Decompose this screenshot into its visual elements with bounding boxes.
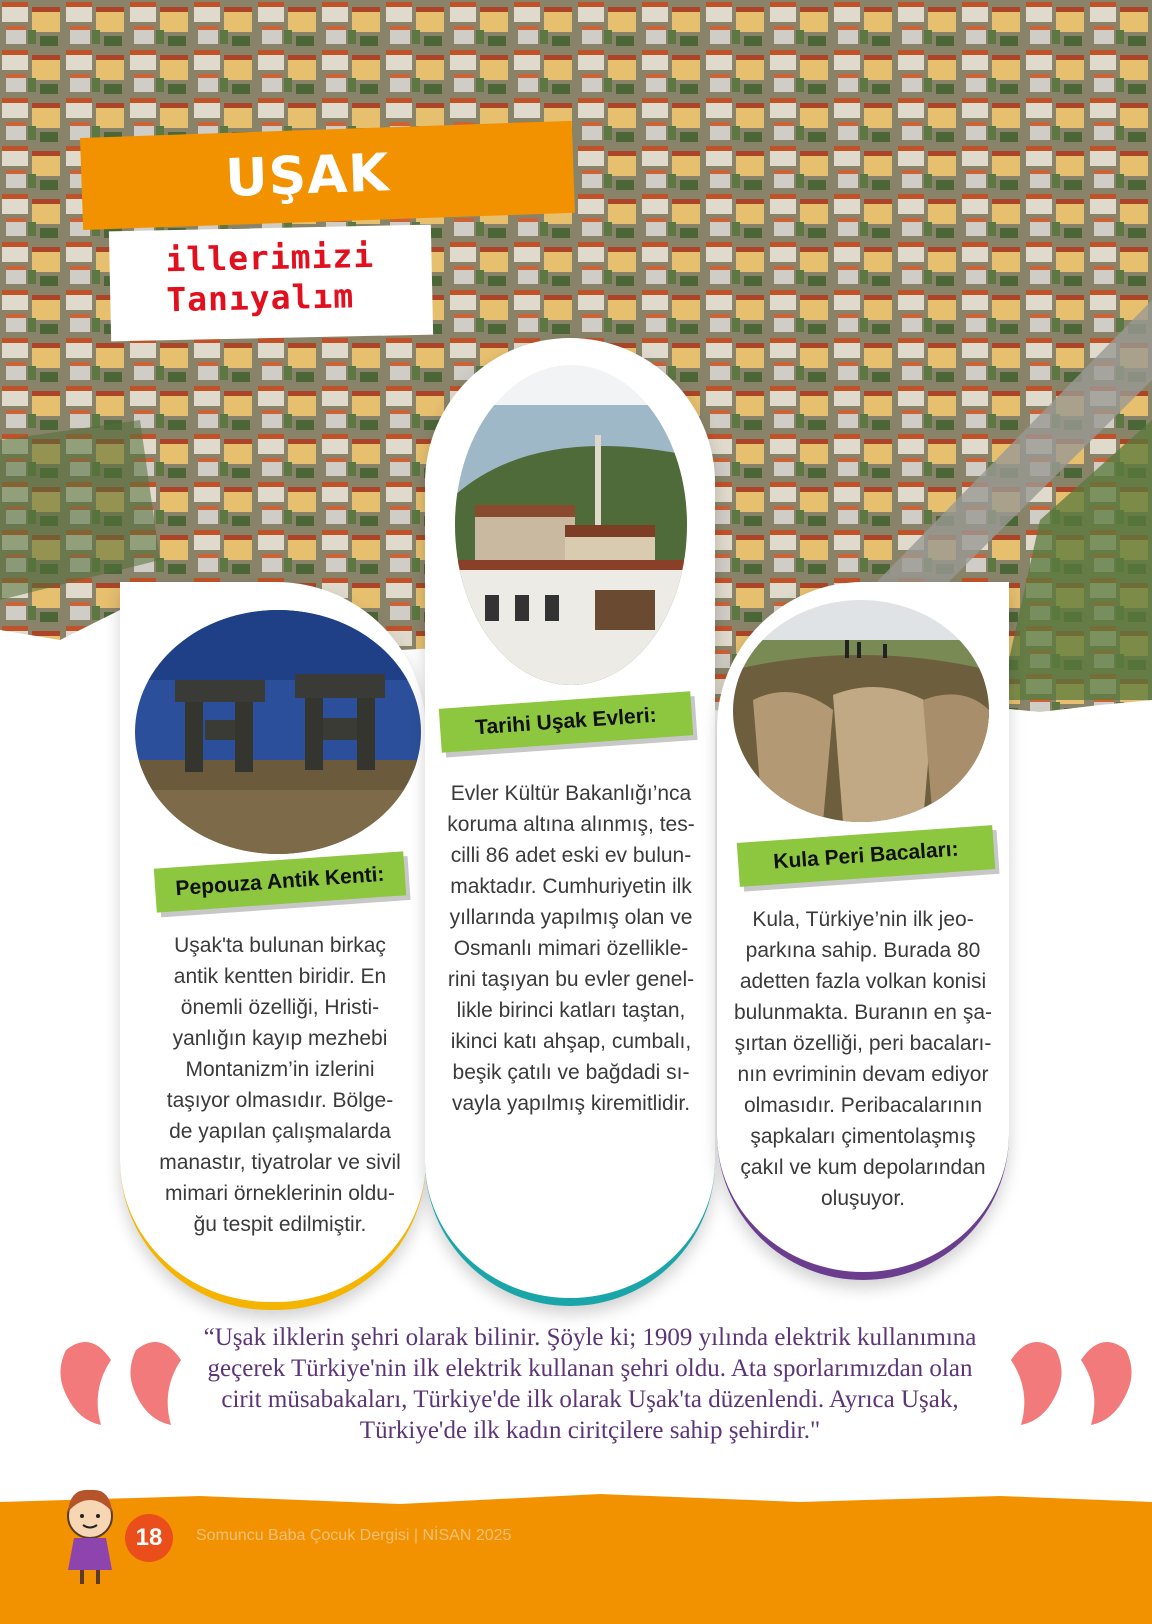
label-usak-evleri: Tarihi Uşak Evleri: xyxy=(439,691,693,752)
subtitle-line-1: illerimizi xyxy=(165,235,375,280)
open-quote-icon xyxy=(56,1330,196,1440)
text-pepouza: Uşak'ta bulunan birkaç antik kentten biridir. En önemli özelliği, Hristi- yanlığın kayıp mezhebi Montanizm’in izlerini taşıyor olmasıdır. Bölge- de yapılan çalışmalarda manastır, tiyatrolar ve sivil mimari örneklerinin oldu- ğu tespit edilmiştir. xyxy=(159,934,401,1236)
subtitle-box xyxy=(109,225,433,342)
page-title: UŞAK xyxy=(224,143,391,209)
footer-magazine-info: Somuncu Baba Çocuk Dergisi | NİSAN 2025 xyxy=(196,1527,512,1544)
text-kula: Kula, Türkiye’nin ilk jeo- parkına sahip. Burada 80 adetten fazla volkan konisi bulunmakta. Buranın en şa- şırtan özelliği, peri bacaları- nın evriminin devam ediyor olmasıdır. Peribacalarının şapkaları çimentolaşmış çakıl ve kum depolarından oluşuyor. xyxy=(734,908,992,1210)
quote-text: “Uşak ilklerin şehri olarak bilinir. Şöyle ki; 1909 yılında elektrik kullanımına geçerek Türkiye'nin ilk elektrik kullanan şehri oldu. Ata sporlarımızdan olan cirit müsabakaları, Türkiye'de ilk olarak Uşak'ta düzenlendi. Ayrıca Uşak, Türkiye'de ilk kadın ciritçilere sahip şehirdir." xyxy=(203,1324,977,1444)
kula-photo xyxy=(733,600,989,822)
pepouza-photo xyxy=(135,610,421,854)
title-banner xyxy=(80,121,575,230)
label-pepouza: Pepouza Antik Kenti: xyxy=(154,851,406,912)
subtitle-line-2: Tanıyalım xyxy=(165,276,355,320)
girl-mascot-icon xyxy=(50,1478,130,1588)
text-usak-evleri: Evler Kültür Bakanlığı’nca koruma altına alınmış, tes- cilli 86 adet eski ev bulun- maktadır. Cumhuriyetin ilk yıllarında yapılmış olan ve Osmanlı mimari özellikle- rini taşıyan bu evler genel- likle birinci katları taştan, ikinci katı ahşap, cumbalı, beşik çatılı ve bağdadi sı- vayla yapılmış kiremitlidir. xyxy=(447,782,695,1115)
page-number: 18 xyxy=(125,1514,173,1562)
close-quote-icon xyxy=(996,1330,1136,1440)
footer-band xyxy=(0,1488,1152,1624)
usak-evleri-photo xyxy=(455,365,687,685)
label-kula: Kula Peri Bacaları: xyxy=(737,825,995,887)
